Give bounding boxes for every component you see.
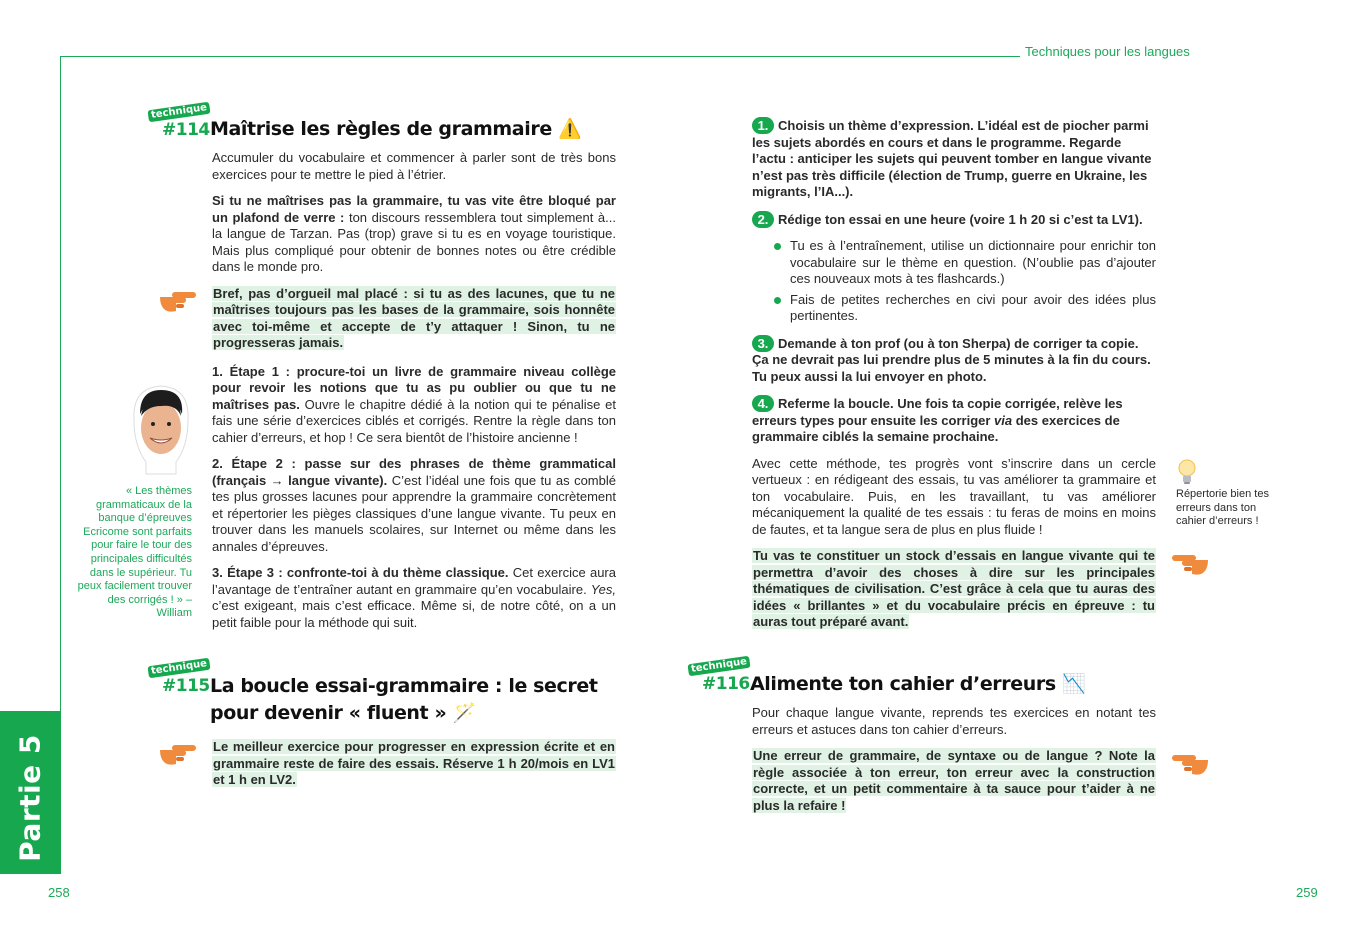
essay-loop-steps: [752, 117, 1156, 641]
technique-116-paragraph: Pour chaque langue vivante, reprends tes exercices en notant tes erreurs et astuces dans ton cahier d’erreurs.: [752, 705, 1156, 737]
technique-tag: technique: [687, 656, 750, 677]
grammar-paragraph: [212, 193, 616, 276]
step-3: [212, 565, 616, 631]
technique-tag: technique: [147, 102, 210, 123]
loop-step-3-text: Demande à ton prof (ou à ton Sherpa) de corriger ta copie. Ça ne devrait pas lui prendre plus de 5 minutes à la fin du cours. Tu peux aussi la lui envoyer en photo.: [752, 335, 1151, 384]
step-number-badge: 3.: [752, 335, 774, 352]
pointing-hand-icon: [158, 287, 198, 313]
step-2-bold: 2. Étape 2 : passe sur des phrases de thème grammatical (français → langue vivante).: [212, 456, 616, 488]
technique-115-title-line1: La boucle essai-grammaire : le secret: [210, 675, 598, 697]
highlight-115-text: Le meilleur exercice pour progresser en expression écrite et en grammaire reste de faire des essais. Réserve 1 h 20/mois en LV1 et 1 h en LV2.: [213, 739, 615, 787]
page-number-left: 258: [48, 885, 70, 900]
page-number-right: 259: [1296, 885, 1318, 900]
technique-number: #116: [702, 674, 750, 694]
technique-number: #115: [162, 676, 210, 696]
highlight-114-text: Bref, pas d’orgueil mal placé : si tu as des lacunes, que tu ne maîtrises toujours pas les bases de la grammaire, sois honnête avec toi-même et accepte de t’y attaquer ! Sinon, tu ne progresseras jamais.: [213, 285, 615, 350]
loop-step-1: [752, 117, 1156, 201]
bullet-item: Tu es à l’entraînement, utilise un dictionnaire pour enrichir ton vocabulaire sur le thème en question. (N’oublie pas d’ajouter ces nouveaux mots à tes flashcards.): [772, 238, 1156, 288]
step-1: [212, 364, 616, 447]
step-1-rest: Ouvre le chapitre dédié à la notion qui te pénalise et fais une série d’exercices ciblés et corrigés. Rentre la règle dans ton cahier d’erreurs, et hop ! Ce sera bientôt de l’histoire ancienne !: [212, 396, 616, 445]
highlight-right-text: Tu vas te constituer un stock d’essais en langue vivante qui te permettra d’avoir des choses à dire sur les principales thématiques de civilisation. C’est grâce à cela que tu auras des idées « brillantes » et du vocabulaire précis en épreuve : tu auras tout préparé avant.: [753, 548, 1155, 629]
technique-115-body: [212, 739, 616, 799]
highlight-115: [212, 739, 616, 789]
virtuous-circle-paragraph: Avec cette méthode, tes progrès vont s’inscrire dans un cercle vertueux : en rédigeant des essais, tu vas améliorer ta grammaire et ton vocabulaire. Puis, en les travaillant, tu vas améliorer mécaniquement la qualité de tes essais : tu feras de moins en moins de fautes, et ta langue sera de plus en plus fluide !: [752, 455, 1156, 537]
step-number-badge: 4.: [752, 395, 774, 412]
technique-tag: technique: [147, 658, 210, 679]
highlight-116-text: Une erreur de grammaire, de syntaxe ou de langue ? Note la règle associée à ton erreur, ton erreur avec la construction correcte, et un petit commentaire à ta sauce pour t’aider à ne plus la refaire !: [753, 748, 1155, 813]
technique-number: #114: [162, 120, 210, 140]
loop-step-1-text: Choisis un thème d’expression. L’idéal est de piocher parmi les sujets abordés en cours et dans le programme. Regarde l’actu : anticiper les sujets qui peuvent tomber en langue vivante n’est pas très difficile (élection de Trump, guerre en Ukraine, les migrants, l’IA...).: [752, 118, 1152, 199]
step-number-badge: 1.: [752, 117, 774, 134]
step-number-badge: 2.: [752, 211, 774, 228]
loop-step-4-text-b: des exercices de grammaire ciblés la semaine prochaine.: [752, 412, 1120, 444]
loop-step-2-text: Rédige ton essai en une heure (voire 1 h 20 si c’est ta LV1).: [778, 211, 1143, 227]
lightbulb-icon: [1176, 458, 1198, 486]
step-3-rest-b: c’est exigeant, mais c’est efficace. Même si, de notre côté, on a un petit faible pour la méthode qui suit.: [212, 598, 616, 630]
loop-step-2: [752, 211, 1156, 229]
step-2-rest: C’est l’idéal une fois que tu as comblé tes plus grosses lacunes pour apprendre la grammaire concrètement et répertorier les pièges classiques d’une langue vivante. Tu peux en trouver dans les manuels scolaires, sur Internet ou même dans les annales d’épreuves.: [212, 472, 616, 554]
william-quote: « Les thèmes grammaticaux de la banque d’épreuves Ecricome sont parfaits pour faire le tour des principales difficultés dans le supérieur. Tu peux facilement trouver des corrigés ! » – William: [77, 485, 192, 620]
intro-paragraph: Accumuler du vocabulaire et commencer à parler sont de très bons exercices pour te mettre le pied à l’étrier.: [212, 150, 616, 182]
technique-115-title-line2: pour devenir « fluent » 🪄: [210, 702, 476, 724]
loop-step-2-bullets: [772, 238, 1156, 325]
pointing-hand-icon: [1170, 750, 1210, 776]
margin-rule: [60, 56, 61, 712]
highlight-114: [212, 286, 616, 352]
technique-116-body: [752, 705, 1156, 824]
loop-step-4: [752, 395, 1156, 446]
loop-step-4-text-a: Referme la boucle. Une fois ta copie corrigée, relève les erreurs types pour ensuite les corriger: [752, 396, 1123, 428]
partie-label: Partie 5: [13, 734, 47, 862]
william-avatar: [126, 380, 196, 476]
step-3-yes: Yes,: [590, 581, 616, 597]
loop-step-4-via: via: [994, 412, 1013, 428]
highlight-116: [752, 748, 1156, 814]
step-1-bold: 1. Étape 1 : procure-toi un livre de grammaire niveau collège pour revoir les notions que tu as pu oublier ou que tu ne maîtrises pas.: [212, 363, 616, 412]
running-head: Techniques pour les langues: [1025, 44, 1190, 59]
header-rule: [60, 56, 1020, 57]
pointing-hand-icon: [158, 740, 198, 766]
technique-114-title: Maîtrise les règles de grammaire ⚠️: [210, 118, 582, 140]
grammar-paragraph-rest: ton discours ressemblera tout simplement à... la langue de Tarzan. Pas (trop) grave si tu es en voyage touristique. Mais plus compliqué pour obtenir de bonnes notes ou être crédible dans le monde pro.: [212, 209, 616, 274]
highlight-right: [752, 548, 1156, 631]
bullet-item: Fais de petites recherches en civi pour avoir des idées plus pertinentes.: [772, 292, 1156, 325]
technique-115-title: [210, 673, 598, 727]
loop-step-3: [752, 335, 1156, 386]
technique-114-body: [212, 150, 616, 641]
step-3-bold: 3. Étape 3 : confronte-toi à du thème classique.: [212, 565, 509, 580]
step-3-rest-a: Cet exercice aura l’avantage de t’entraîner autant en grammaire qu’en vocabulaire.: [212, 565, 616, 597]
technique-116-title: Alimente ton cahier d’erreurs 📉: [750, 673, 1086, 695]
pointing-hand-icon: [1170, 550, 1210, 576]
side-note: Répertorie bien tes erreurs dans ton cahier d’erreurs !: [1176, 488, 1269, 528]
step-2: [212, 456, 616, 555]
grammar-paragraph-bold: Si tu ne maîtrises pas la grammaire, tu vas vite être bloqué par un plafond de verre :: [212, 193, 616, 225]
